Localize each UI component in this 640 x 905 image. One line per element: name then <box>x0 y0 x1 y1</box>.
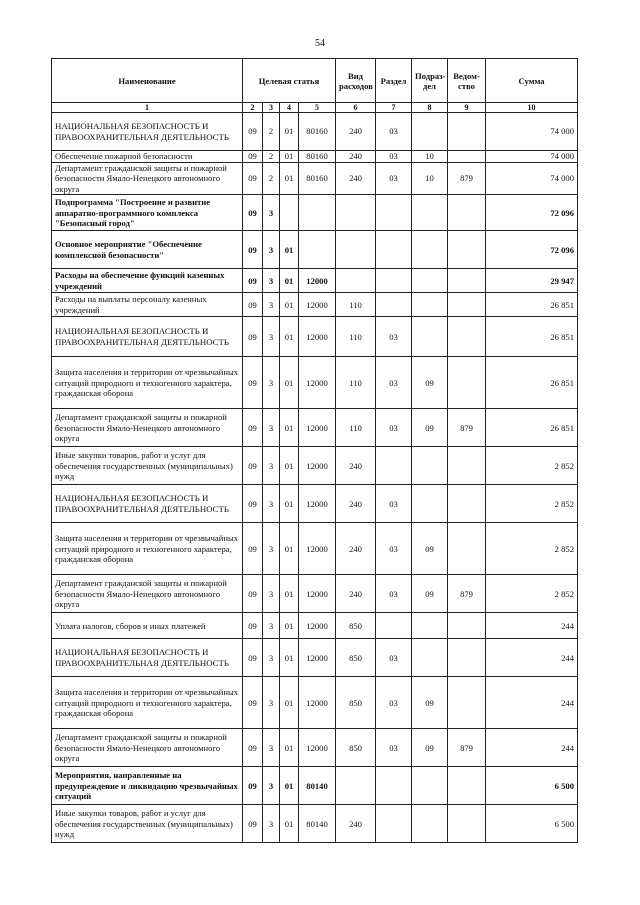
expense-type-cell <box>336 767 376 805</box>
header-razdel: Раздел <box>376 59 412 103</box>
target-code-program: 09 <box>243 575 263 613</box>
row-name: Расходы на выплаты персоналу казенных учреждений <box>52 293 243 317</box>
row-name: НАЦИОНАЛЬНАЯ БЕЗОПАСНОСТЬ И ПРАВООХРАНИТЕЛЬНАЯ ДЕЯТЕЛЬНОСТЬ <box>52 485 243 523</box>
expense-type-cell: 850 <box>336 729 376 767</box>
row-name: Департамент гражданской защиты и пожарной безопасности Ямало-Ненецкого автономного округа <box>52 575 243 613</box>
target-code-direction: 12000 <box>299 575 336 613</box>
expense-type-cell: 240 <box>336 485 376 523</box>
table-row <box>52 447 578 485</box>
target-code-program: 09 <box>243 677 263 729</box>
subsection-cell <box>412 447 448 485</box>
target-code-activity: 01 <box>280 639 299 677</box>
table-row <box>52 151 578 163</box>
section-cell: 03 <box>376 357 412 409</box>
expense-type-cell: 240 <box>336 805 376 843</box>
section-cell <box>376 231 412 269</box>
column-number: 10 <box>486 103 578 113</box>
header-vedomstvo: Ведом- ство <box>448 59 486 103</box>
department-cell <box>448 613 486 639</box>
department-cell <box>448 767 486 805</box>
target-code-program: 09 <box>243 269 263 293</box>
subsection-cell <box>412 805 448 843</box>
header-target: Целевая статья <box>243 59 336 103</box>
department-cell: 879 <box>448 729 486 767</box>
expense-type-cell: 110 <box>336 409 376 447</box>
column-number: 5 <box>299 103 336 113</box>
target-code-direction: 12000 <box>299 293 336 317</box>
amount-cell: 74 000 <box>486 151 578 163</box>
subsection-cell <box>412 195 448 231</box>
row-name: Обеспечение пожарной безопасности <box>52 151 243 163</box>
section-cell: 03 <box>376 523 412 575</box>
target-code-direction: 80160 <box>299 113 336 151</box>
target-code-program: 09 <box>243 485 263 523</box>
target-code-direction: 80160 <box>299 162 336 195</box>
column-number: 9 <box>448 103 486 113</box>
subsection-cell <box>412 317 448 357</box>
target-code-activity: 01 <box>280 151 299 163</box>
target-code-direction: 12000 <box>299 729 336 767</box>
subsection-cell <box>412 269 448 293</box>
target-code-program: 09 <box>243 317 263 357</box>
target-code-subprogram: 3 <box>263 639 280 677</box>
target-code-activity: 01 <box>280 162 299 195</box>
amount-cell: 244 <box>486 729 578 767</box>
amount-cell: 72 096 <box>486 195 578 231</box>
row-name: Расходы на обеспечение функций казенных учреждений <box>52 269 243 293</box>
department-cell <box>448 677 486 729</box>
department-cell <box>448 269 486 293</box>
target-code-program: 09 <box>243 113 263 151</box>
subsection-cell <box>412 485 448 523</box>
section-cell: 03 <box>376 317 412 357</box>
amount-cell: 2 852 <box>486 485 578 523</box>
target-code-direction: 12000 <box>299 409 336 447</box>
target-code-direction: 12000 <box>299 677 336 729</box>
table-row <box>52 485 578 523</box>
amount-cell: 26 851 <box>486 409 578 447</box>
subsection-cell: 10 <box>412 162 448 195</box>
department-cell <box>448 113 486 151</box>
subsection-cell <box>412 231 448 269</box>
department-cell: 879 <box>448 575 486 613</box>
row-name: НАЦИОНАЛЬНАЯ БЕЗОПАСНОСТЬ И ПРАВООХРАНИТЕЛЬНАЯ ДЕЯТЕЛЬНОСТЬ <box>52 113 243 151</box>
target-code-direction: 80140 <box>299 767 336 805</box>
section-cell: 03 <box>376 162 412 195</box>
column-number: 4 <box>280 103 299 113</box>
amount-cell: 29 947 <box>486 269 578 293</box>
page-number: 54 <box>315 38 325 49</box>
amount-cell: 2 852 <box>486 575 578 613</box>
table-body <box>52 113 578 843</box>
table-row <box>52 269 578 293</box>
target-code-activity: 01 <box>280 523 299 575</box>
section-cell: 03 <box>376 639 412 677</box>
section-cell: 03 <box>376 729 412 767</box>
subsection-cell <box>412 767 448 805</box>
section-cell <box>376 613 412 639</box>
department-cell <box>448 195 486 231</box>
row-name: Иные закупки товаров, работ и услуг для обеспечения государственных (муниципальных) нужд <box>52 805 243 843</box>
target-code-program: 09 <box>243 447 263 485</box>
section-cell: 03 <box>376 113 412 151</box>
target-code-subprogram: 3 <box>263 409 280 447</box>
subsection-cell <box>412 613 448 639</box>
subsection-cell <box>412 293 448 317</box>
target-code-program: 09 <box>243 805 263 843</box>
target-code-program: 09 <box>243 639 263 677</box>
department-cell <box>448 293 486 317</box>
amount-cell: 244 <box>486 639 578 677</box>
column-number-row <box>52 103 578 113</box>
target-code-subprogram: 2 <box>263 162 280 195</box>
expense-type-cell: 240 <box>336 575 376 613</box>
header-name: Наименование <box>52 59 243 103</box>
table-row <box>52 317 578 357</box>
header-podrazdel: Подраз- дел <box>412 59 448 103</box>
target-code-subprogram: 3 <box>263 269 280 293</box>
expense-type-cell: 240 <box>336 447 376 485</box>
section-cell: 03 <box>376 485 412 523</box>
table-row <box>52 639 578 677</box>
subsection-cell <box>412 113 448 151</box>
budget-table <box>51 58 578 843</box>
target-code-subprogram: 3 <box>263 729 280 767</box>
amount-cell: 74 000 <box>486 113 578 151</box>
department-cell <box>448 447 486 485</box>
target-code-subprogram: 3 <box>263 293 280 317</box>
target-code-direction: 12000 <box>299 523 336 575</box>
table-row <box>52 805 578 843</box>
expense-type-cell: 110 <box>336 293 376 317</box>
table-row <box>52 767 578 805</box>
subsection-cell: 10 <box>412 151 448 163</box>
row-name: Департамент гражданской защиты и пожарной безопасности Ямало-Ненецкого автономного округа <box>52 162 243 195</box>
amount-cell: 244 <box>486 613 578 639</box>
row-name: Подпрограмма "Построение и развитие аппаратно-программного комплекса "Безопасный город" <box>52 195 243 231</box>
row-name: НАЦИОНАЛЬНАЯ БЕЗОПАСНОСТЬ И ПРАВООХРАНИТЕЛЬНАЯ ДЕЯТЕЛЬНОСТЬ <box>52 639 243 677</box>
table-row <box>52 523 578 575</box>
target-code-subprogram: 3 <box>263 317 280 357</box>
amount-cell: 26 851 <box>486 357 578 409</box>
target-code-direction: 12000 <box>299 317 336 357</box>
target-code-subprogram: 3 <box>263 523 280 575</box>
department-cell <box>448 151 486 163</box>
row-name: Иные закупки товаров, работ и услуг для обеспечения государственных (муниципальных) нужд <box>52 447 243 485</box>
target-code-program: 09 <box>243 523 263 575</box>
target-code-program: 09 <box>243 151 263 163</box>
table-row <box>52 729 578 767</box>
subsection-cell: 09 <box>412 409 448 447</box>
target-code-activity: 01 <box>280 767 299 805</box>
target-code-activity: 01 <box>280 805 299 843</box>
target-code-subprogram: 3 <box>263 447 280 485</box>
table-row <box>52 357 578 409</box>
target-code-program: 09 <box>243 162 263 195</box>
table-row <box>52 575 578 613</box>
target-code-subprogram: 3 <box>263 575 280 613</box>
department-cell <box>448 805 486 843</box>
target-code-program: 09 <box>243 293 263 317</box>
expense-type-cell: 240 <box>336 151 376 163</box>
table-row <box>52 409 578 447</box>
subsection-cell: 09 <box>412 729 448 767</box>
target-code-direction <box>299 195 336 231</box>
column-number: 3 <box>263 103 280 113</box>
row-name: НАЦИОНАЛЬНАЯ БЕЗОПАСНОСТЬ И ПРАВООХРАНИТЕЛЬНАЯ ДЕЯТЕЛЬНОСТЬ <box>52 317 243 357</box>
row-name: Уплата налогов, сборов и иных платежей <box>52 613 243 639</box>
target-code-direction: 12000 <box>299 269 336 293</box>
expense-type-cell: 240 <box>336 113 376 151</box>
expense-type-cell: 850 <box>336 677 376 729</box>
target-code-program: 09 <box>243 767 263 805</box>
subsection-cell: 09 <box>412 357 448 409</box>
target-code-activity: 01 <box>280 613 299 639</box>
row-name: Защита населения и территории от чрезвычайных ситуаций природного и техногенного характера, гражданская оборона <box>52 523 243 575</box>
section-cell: 03 <box>376 575 412 613</box>
target-code-subprogram: 3 <box>263 195 280 231</box>
header-vid: Вид расходов <box>336 59 376 103</box>
expense-type-cell: 110 <box>336 317 376 357</box>
target-code-activity: 01 <box>280 269 299 293</box>
header-row <box>52 59 578 103</box>
amount-cell: 26 851 <box>486 293 578 317</box>
target-code-activity: 01 <box>280 485 299 523</box>
target-code-direction: 12000 <box>299 613 336 639</box>
target-code-direction: 80140 <box>299 805 336 843</box>
target-code-subprogram: 3 <box>263 357 280 409</box>
amount-cell: 2 852 <box>486 447 578 485</box>
header-summa: Сумма <box>486 59 578 103</box>
expense-type-cell: 850 <box>336 613 376 639</box>
target-code-program: 09 <box>243 195 263 231</box>
target-code-direction: 12000 <box>299 447 336 485</box>
section-cell <box>376 195 412 231</box>
target-code-program: 09 <box>243 231 263 269</box>
table-row <box>52 677 578 729</box>
target-code-subprogram: 3 <box>263 677 280 729</box>
amount-cell: 6 500 <box>486 805 578 843</box>
expense-type-cell <box>336 231 376 269</box>
section-cell: 03 <box>376 677 412 729</box>
expense-type-cell: 110 <box>336 357 376 409</box>
section-cell <box>376 447 412 485</box>
target-code-subprogram: 3 <box>263 767 280 805</box>
row-name: Департамент гражданской защиты и пожарной безопасности Ямало-Ненецкого автономного округа <box>52 729 243 767</box>
target-code-activity: 01 <box>280 447 299 485</box>
target-code-activity: 01 <box>280 293 299 317</box>
target-code-program: 09 <box>243 409 263 447</box>
amount-cell: 6 500 <box>486 767 578 805</box>
expense-type-cell <box>336 269 376 293</box>
row-name: Защита населения и территории от чрезвычайных ситуаций природного и техногенного характера, гражданская оборона <box>52 677 243 729</box>
subsection-cell: 09 <box>412 575 448 613</box>
expense-type-cell: 240 <box>336 523 376 575</box>
expense-type-cell <box>336 195 376 231</box>
target-code-activity: 01 <box>280 677 299 729</box>
column-number: 8 <box>412 103 448 113</box>
target-code-subprogram: 2 <box>263 151 280 163</box>
expense-type-cell: 850 <box>336 639 376 677</box>
subsection-cell <box>412 639 448 677</box>
table-row <box>52 195 578 231</box>
target-code-activity: 01 <box>280 357 299 409</box>
department-cell <box>448 639 486 677</box>
table-row <box>52 613 578 639</box>
amount-cell: 26 851 <box>486 317 578 357</box>
table-row <box>52 113 578 151</box>
table-row <box>52 162 578 195</box>
target-code-activity <box>280 195 299 231</box>
target-code-subprogram: 3 <box>263 613 280 639</box>
section-cell <box>376 805 412 843</box>
section-cell <box>376 767 412 805</box>
section-cell: 03 <box>376 409 412 447</box>
target-code-direction: 12000 <box>299 639 336 677</box>
table-row <box>52 231 578 269</box>
department-cell <box>448 317 486 357</box>
department-cell <box>448 485 486 523</box>
department-cell <box>448 523 486 575</box>
row-name: Защита населения и территории от чрезвычайных ситуаций природного и техногенного характера, гражданская оборона <box>52 357 243 409</box>
target-code-direction: 12000 <box>299 485 336 523</box>
department-cell <box>448 231 486 269</box>
target-code-direction: 80160 <box>299 151 336 163</box>
row-name: Департамент гражданской защиты и пожарной безопасности Ямало-Ненецкого автономного округа <box>52 409 243 447</box>
section-cell <box>376 293 412 317</box>
section-cell <box>376 269 412 293</box>
column-number: 7 <box>376 103 412 113</box>
row-name: Мероприятия, направленные на предупреждение и ликвидацию чрезвычайных ситуаций <box>52 767 243 805</box>
subsection-cell: 09 <box>412 523 448 575</box>
column-number: 1 <box>52 103 243 113</box>
target-code-direction: 12000 <box>299 357 336 409</box>
target-code-activity: 01 <box>280 409 299 447</box>
amount-cell: 72 096 <box>486 231 578 269</box>
amount-cell: 244 <box>486 677 578 729</box>
column-number: 2 <box>243 103 263 113</box>
amount-cell: 2 852 <box>486 523 578 575</box>
department-cell <box>448 357 486 409</box>
amount-cell: 74 000 <box>486 162 578 195</box>
subsection-cell: 09 <box>412 677 448 729</box>
target-code-subprogram: 3 <box>263 485 280 523</box>
row-name: Основное мероприятие "Обеспечение комплексной безопасности" <box>52 231 243 269</box>
target-code-activity: 01 <box>280 231 299 269</box>
target-code-subprogram: 3 <box>263 231 280 269</box>
target-code-subprogram: 2 <box>263 113 280 151</box>
target-code-activity: 01 <box>280 113 299 151</box>
target-code-program: 09 <box>243 357 263 409</box>
target-code-activity: 01 <box>280 729 299 767</box>
target-code-program: 09 <box>243 729 263 767</box>
column-number: 6 <box>336 103 376 113</box>
target-code-program: 09 <box>243 613 263 639</box>
section-cell: 03 <box>376 151 412 163</box>
expense-type-cell: 240 <box>336 162 376 195</box>
department-cell: 879 <box>448 162 486 195</box>
target-code-direction <box>299 231 336 269</box>
department-cell: 879 <box>448 409 486 447</box>
target-code-activity: 01 <box>280 317 299 357</box>
table-row <box>52 293 578 317</box>
target-code-subprogram: 3 <box>263 805 280 843</box>
target-code-activity: 01 <box>280 575 299 613</box>
